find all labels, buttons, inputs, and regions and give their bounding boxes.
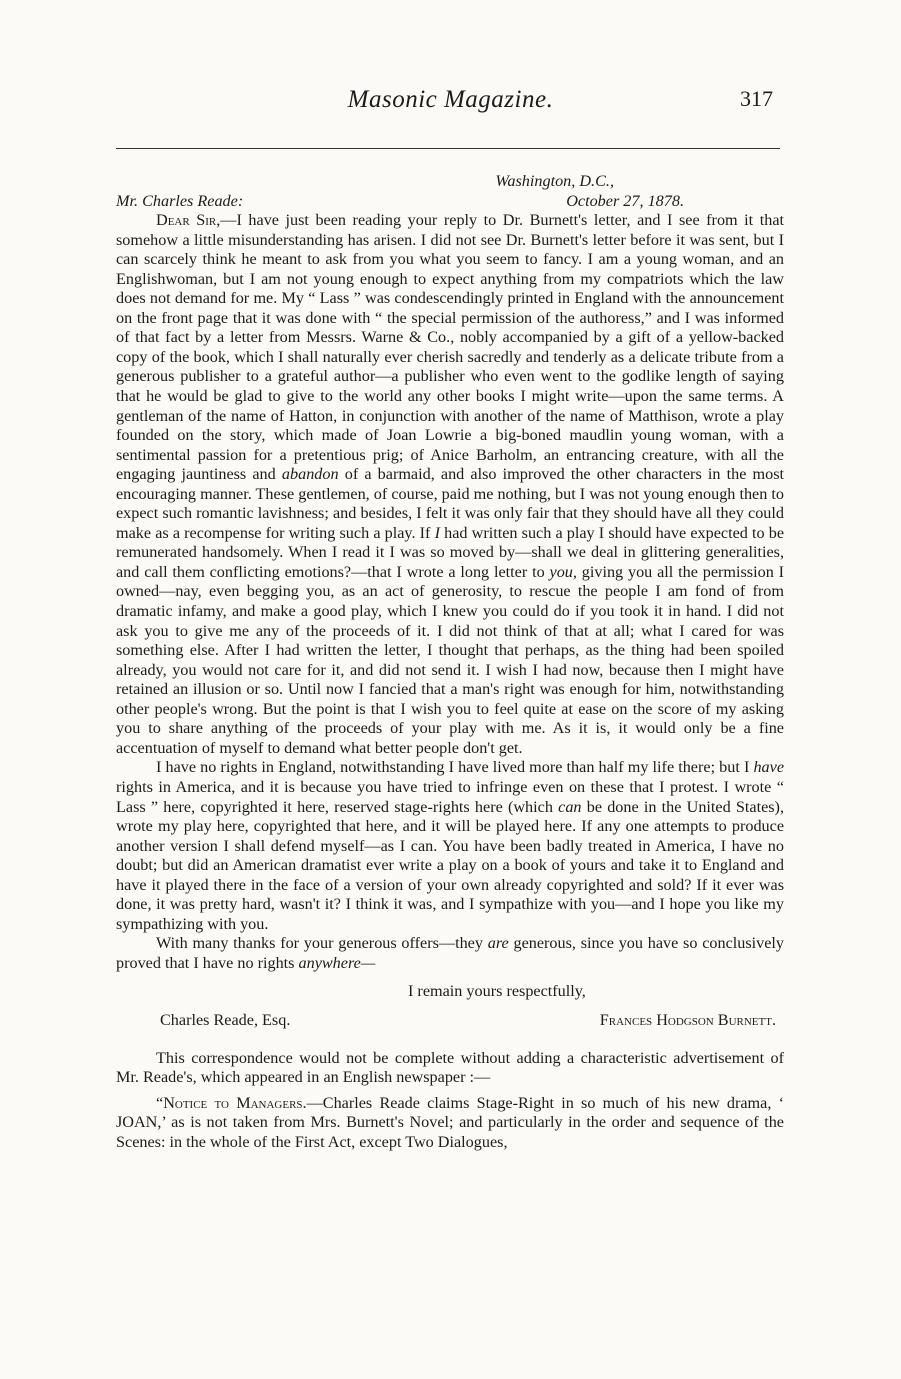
- p1-italic-abandon: abandon: [281, 465, 339, 484]
- p3-italic-anywhere: anywhere—: [298, 953, 376, 972]
- letter-signature: Frances Hodgson Burnett.: [599, 1010, 776, 1029]
- letter-addressee: Mr. Charles Reade:: [116, 191, 244, 210]
- p2-text-b: rights in America, and it is because you have tried to infringe even on these that I protest. I wrote “ Lass ” here, copyrighted it here, reserved stage-rights here (which: [116, 777, 784, 816]
- p1-italic-i: I: [434, 523, 440, 542]
- salutation: Dear Sir,: [156, 211, 221, 230]
- running-title: Masonic Magazine.: [347, 86, 554, 113]
- notice-text: —Charles Reade claims Stage-Right in so much of his new drama, ‘ JOAN,’ as is not taken from Mrs. Burnett's Novel; and particularly in the order and sequence of the Scenes: in the whole of the First Act, except Two Dialogues,: [116, 1093, 785, 1151]
- letter-date: [566, 192, 784, 212]
- signature-row: [116, 1011, 784, 1031]
- notice-paragraph: [116, 1094, 784, 1153]
- address-row: [116, 192, 784, 212]
- p1-text-a: —I have just been reading your reply to Dr. Burnett's letter, and I see from it that somehow a little misunderstanding has arisen. I did not see Dr. Burnett's letter before it was sent, but I can scarcely think he meant to ask from you what you seem to fancy. I am a young woman, and an Englishwoman, but I am not young enough to expect anything from my compatriots which the law does not demand for me. My “ Lass ” was condescendingly printed in England with the announcement on the front page that it was done with “ the special permission of the authoress,” and I was informed of that fact by a letter from Messrs. Warne & Co., nobly accompanied by a gift of a yellow-backed copy of the book, which I shall naturally ever cherish sacredly and tenderly as a delicate tribute from a generous publisher to a grateful author—a publisher who even went to the godlike length of saying that he would be glad to give to the world any other books I might write—upon the same terms. A gentleman of the name of Hatton, in conjunction with another of the name of Matthison, wrote a play founded on the story, which made of Joan Lowrie a big-boned maudlin young woman, with a sentimental passion for a pretentious prig; of Anice Barholm, an entrancing creature, with all the engaging jauntiness and: [116, 211, 784, 484]
- editorial-paragraph: This correspondence would not be complete without adding a characteristic advertisement of Mr. Reade's, which appeared in an English newspaper :—: [116, 1048, 784, 1087]
- p2-italic-can: can: [558, 797, 582, 816]
- p1-italic-you: you,: [549, 562, 577, 581]
- spacer: [116, 973, 784, 982]
- page-number: 317: [740, 86, 773, 111]
- letter-paragraph-1: [116, 211, 784, 758]
- p3-text-b: generous, since you have so conclusively proved that I have no rights: [116, 934, 785, 972]
- letter-paragraph-3: [116, 934, 784, 973]
- letter-paragraph-2: [116, 758, 784, 934]
- date-text: October 27, 1878.: [566, 191, 684, 210]
- letter-recipient: Charles Reade, Esq.: [160, 1010, 291, 1029]
- p1-text-b: of a barmaid, and also improved the other characters in the most encouraging manner. These gentlemen, of course, paid me nothing, but I was not young enough then to expect such romantic lavishness; and besides, I felt it was only fair that they should have all they could make as a recompense for writing such a play. If: [116, 465, 785, 542]
- p2-text-a: I have no rights in England, notwithstanding I have lived more than half my life there; but I: [156, 758, 750, 777]
- p3-text-a: With many thanks for your generous offers—they: [156, 934, 483, 953]
- p1-text-c: had written such a play I should have expected to be remunerated handsomely. When I read it I was so moved by—shall we deal in glittering generalities, and call them conflicting emotions?—that I wrote a long letter to: [116, 523, 785, 581]
- p3-italic-are: are: [487, 934, 509, 953]
- spacer: [116, 1031, 784, 1049]
- article-body: [116, 160, 784, 1152]
- p2-text-c: be done in the United States), wrote my play here, copyrighted that here, and it will be played here. If any one attempts to produce another version I shall defend myself—as I can. You have been badly treated in America, I have no doubt; but did an American dramatist ever write a play on a book of yours and take it to England and have it played there in the face of a version of your own already copyrighted and sold? If it ever was done, it was pretty hard, wasn't it? I think it was, and I sympathize with you—and I hope you like my sympathizing with you.: [116, 797, 784, 933]
- letter-closing: I remain yours respectfully,: [408, 982, 586, 1001]
- header-rule: [116, 148, 780, 149]
- spacer: [116, 1002, 784, 1011]
- notice-open-quote: “: [156, 1093, 164, 1112]
- notice-heading: Notice to Managers.: [163, 1093, 307, 1112]
- p2-italic-have: have: [753, 758, 785, 777]
- letter-place: Washington, D.C.,: [495, 172, 614, 190]
- p1-text-d: giving you all the permission I owned—nay, even begging you, as an act of generosity, to rescue the people I am fond of from dramatic infamy, and make a good play, which I knew you could do if you took it in hand. I did not ask you to give me any of the proceeds of it. I did not think of that at all; what I cared for was something else. After I had written the letter, I thought that perhaps, as the thing had been spoiled already, you would not care for it, and did not send it. I wish I had now, because then I might have retained an illusion or so. Until now I fancied that a man's right was enough for him, notwithstanding other people's wrong. But the point is that I wish you to feel quite at ease on the score of my asking you to share anything of the proceeds of your play with me. As it is, it would only be a fine accentuation of myself to demand what better people don't get.: [116, 562, 785, 757]
